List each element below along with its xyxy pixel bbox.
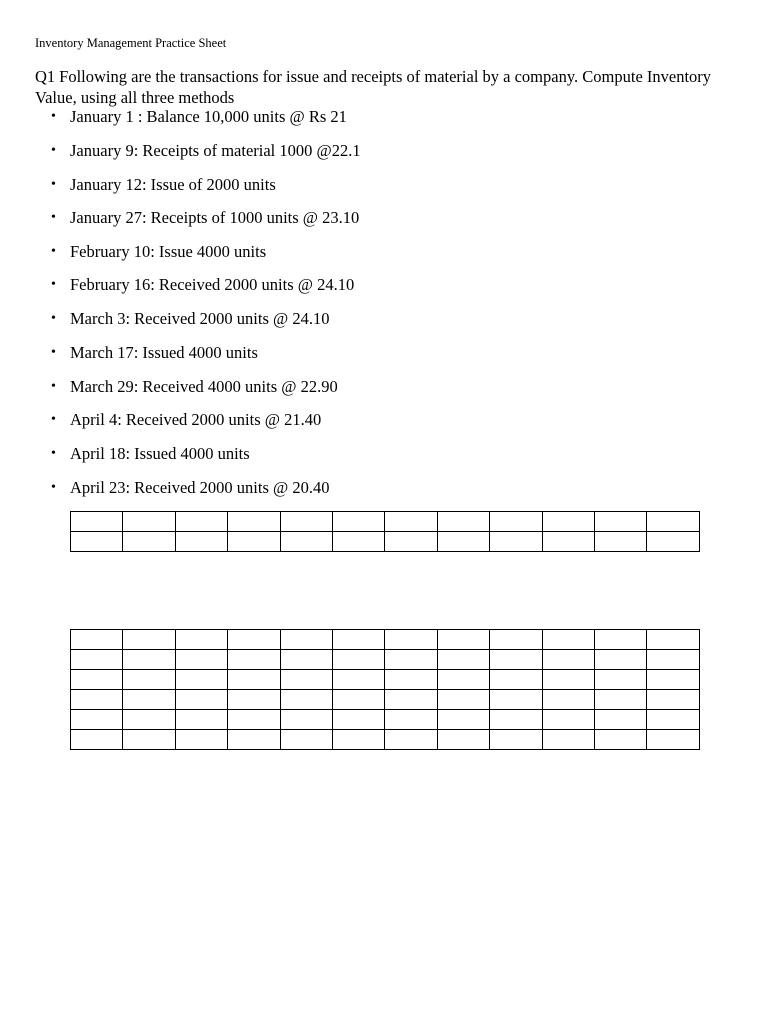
transaction-text: January 9: Receipts of material 1000 @22.1 [70, 141, 361, 160]
table-cell [71, 630, 123, 650]
table-cell [542, 650, 594, 670]
table-cell [175, 730, 227, 750]
table-cell [332, 512, 384, 532]
table-cell [594, 730, 646, 750]
table-cell [490, 650, 542, 670]
table-cell [437, 670, 489, 690]
bullet-icon: • [51, 210, 56, 225]
table-cell [228, 690, 280, 710]
table-cell [490, 512, 542, 532]
table-cell [123, 532, 175, 552]
bullet-icon: • [51, 480, 56, 495]
table-cell [123, 512, 175, 532]
bullet-icon: • [51, 109, 56, 124]
transaction-text: March 29: Received 4000 units @ 22.90 [70, 377, 338, 396]
table-cell [490, 532, 542, 552]
table-cell [542, 532, 594, 552]
table-cell [332, 650, 384, 670]
table-cell [332, 730, 384, 750]
table-cell [123, 730, 175, 750]
bullet-icon: • [51, 244, 56, 259]
table-cell [385, 710, 437, 730]
table-cell [542, 630, 594, 650]
table-cell [594, 512, 646, 532]
table-cell [175, 690, 227, 710]
table-cell [123, 650, 175, 670]
bullet-icon: • [51, 379, 56, 394]
table-cell [647, 670, 699, 690]
transaction-text: February 10: Issue 4000 units [70, 242, 267, 261]
table-cell [385, 512, 437, 532]
bullet-icon: • [51, 345, 56, 360]
table-row [71, 512, 700, 532]
table-cell [123, 710, 175, 730]
table-cell [280, 630, 332, 650]
table-cell [280, 730, 332, 750]
table-cell [490, 730, 542, 750]
table-cell [490, 690, 542, 710]
table-cell [71, 512, 123, 532]
table-cell [437, 650, 489, 670]
table-cell [175, 512, 227, 532]
table-cell [280, 710, 332, 730]
table-cell [332, 532, 384, 552]
table-cell [542, 512, 594, 532]
table-cell [647, 690, 699, 710]
table-row [71, 690, 700, 710]
table-cell [228, 710, 280, 730]
table-cell [385, 630, 437, 650]
table-cell [437, 730, 489, 750]
table-cell [280, 670, 332, 690]
table-cell [542, 730, 594, 750]
table-cell [228, 512, 280, 532]
table-row [71, 670, 700, 690]
transaction-text: March 17: Issued 4000 units [70, 343, 258, 362]
table-cell [437, 532, 489, 552]
table-cell [175, 650, 227, 670]
table-cell [542, 670, 594, 690]
transaction-text: April 4: Received 2000 units @ 21.40 [70, 410, 322, 429]
table-cell [385, 730, 437, 750]
table-cell [280, 532, 332, 552]
table-cell [647, 630, 699, 650]
table-cell [332, 710, 384, 730]
table-cell [71, 650, 123, 670]
transaction-text: April 18: Issued 4000 units [70, 444, 250, 463]
table-cell [647, 532, 699, 552]
table-cell [280, 512, 332, 532]
table-cell [542, 690, 594, 710]
table-cell [123, 670, 175, 690]
table-cell [647, 730, 699, 750]
transaction-text: January 12: Issue of 2000 units [70, 175, 276, 194]
transaction-text: January 27: Receipts of 1000 units @ 23.10 [70, 208, 360, 227]
table-row [71, 730, 700, 750]
blank-table-1 [70, 511, 700, 552]
table-cell [175, 670, 227, 690]
table-cell [71, 730, 123, 750]
transaction-text: April 23: Received 2000 units @ 20.40 [70, 478, 330, 497]
table-cell [385, 670, 437, 690]
question [35, 66, 735, 108]
table-cell [594, 532, 646, 552]
table-cell [228, 630, 280, 650]
table-cell [594, 670, 646, 690]
table-cell [71, 670, 123, 690]
transaction-text: February 16: Received 2000 units @ 24.10 [70, 275, 355, 294]
table-cell [437, 512, 489, 532]
table-cell [647, 710, 699, 730]
table-cell [647, 512, 699, 532]
table-cell [594, 630, 646, 650]
table-cell [385, 532, 437, 552]
table-row [71, 650, 700, 670]
bullet-icon: • [51, 177, 56, 192]
table-cell [490, 670, 542, 690]
table-cell [437, 630, 489, 650]
transaction-text: March 3: Received 2000 units @ 24.10 [70, 309, 330, 328]
table-cell [280, 690, 332, 710]
table-cell [385, 690, 437, 710]
table-cell [385, 650, 437, 670]
table-row [71, 532, 700, 552]
table-cell [228, 532, 280, 552]
table-row [71, 710, 700, 730]
table-cell [228, 650, 280, 670]
table-cell [332, 670, 384, 690]
table-cell [175, 710, 227, 730]
question-text: Following are the transactions for issue and receipts of material by a company. Compute Inventory Value, using all three methods [35, 67, 712, 107]
table-cell [490, 630, 542, 650]
question-number: Q1 [35, 67, 56, 86]
bullet-icon: • [51, 143, 56, 158]
table-cell [437, 690, 489, 710]
table-cell [228, 670, 280, 690]
table-cell [332, 690, 384, 710]
page-title: Inventory Management Practice Sheet [35, 36, 227, 50]
table-cell [280, 650, 332, 670]
bullet-icon: • [51, 277, 56, 292]
table-cell [647, 650, 699, 670]
table-cell [123, 630, 175, 650]
table-cell [175, 630, 227, 650]
table-cell [175, 532, 227, 552]
table-cell [594, 710, 646, 730]
table-cell [123, 690, 175, 710]
bullet-icon: • [51, 412, 56, 427]
table-cell [71, 532, 123, 552]
table-cell [71, 710, 123, 730]
table-cell [490, 710, 542, 730]
table-cell [542, 710, 594, 730]
bullet-icon: • [51, 311, 56, 326]
transaction-text: January 1 : Balance 10,000 units @ Rs 21 [70, 107, 347, 126]
table-row [71, 630, 700, 650]
table-cell [228, 730, 280, 750]
table-cell [332, 630, 384, 650]
blank-table-2 [70, 629, 700, 750]
table-cell [71, 690, 123, 710]
table-cell [594, 690, 646, 710]
table-cell [594, 650, 646, 670]
bullet-icon: • [51, 446, 56, 461]
table-cell [437, 710, 489, 730]
